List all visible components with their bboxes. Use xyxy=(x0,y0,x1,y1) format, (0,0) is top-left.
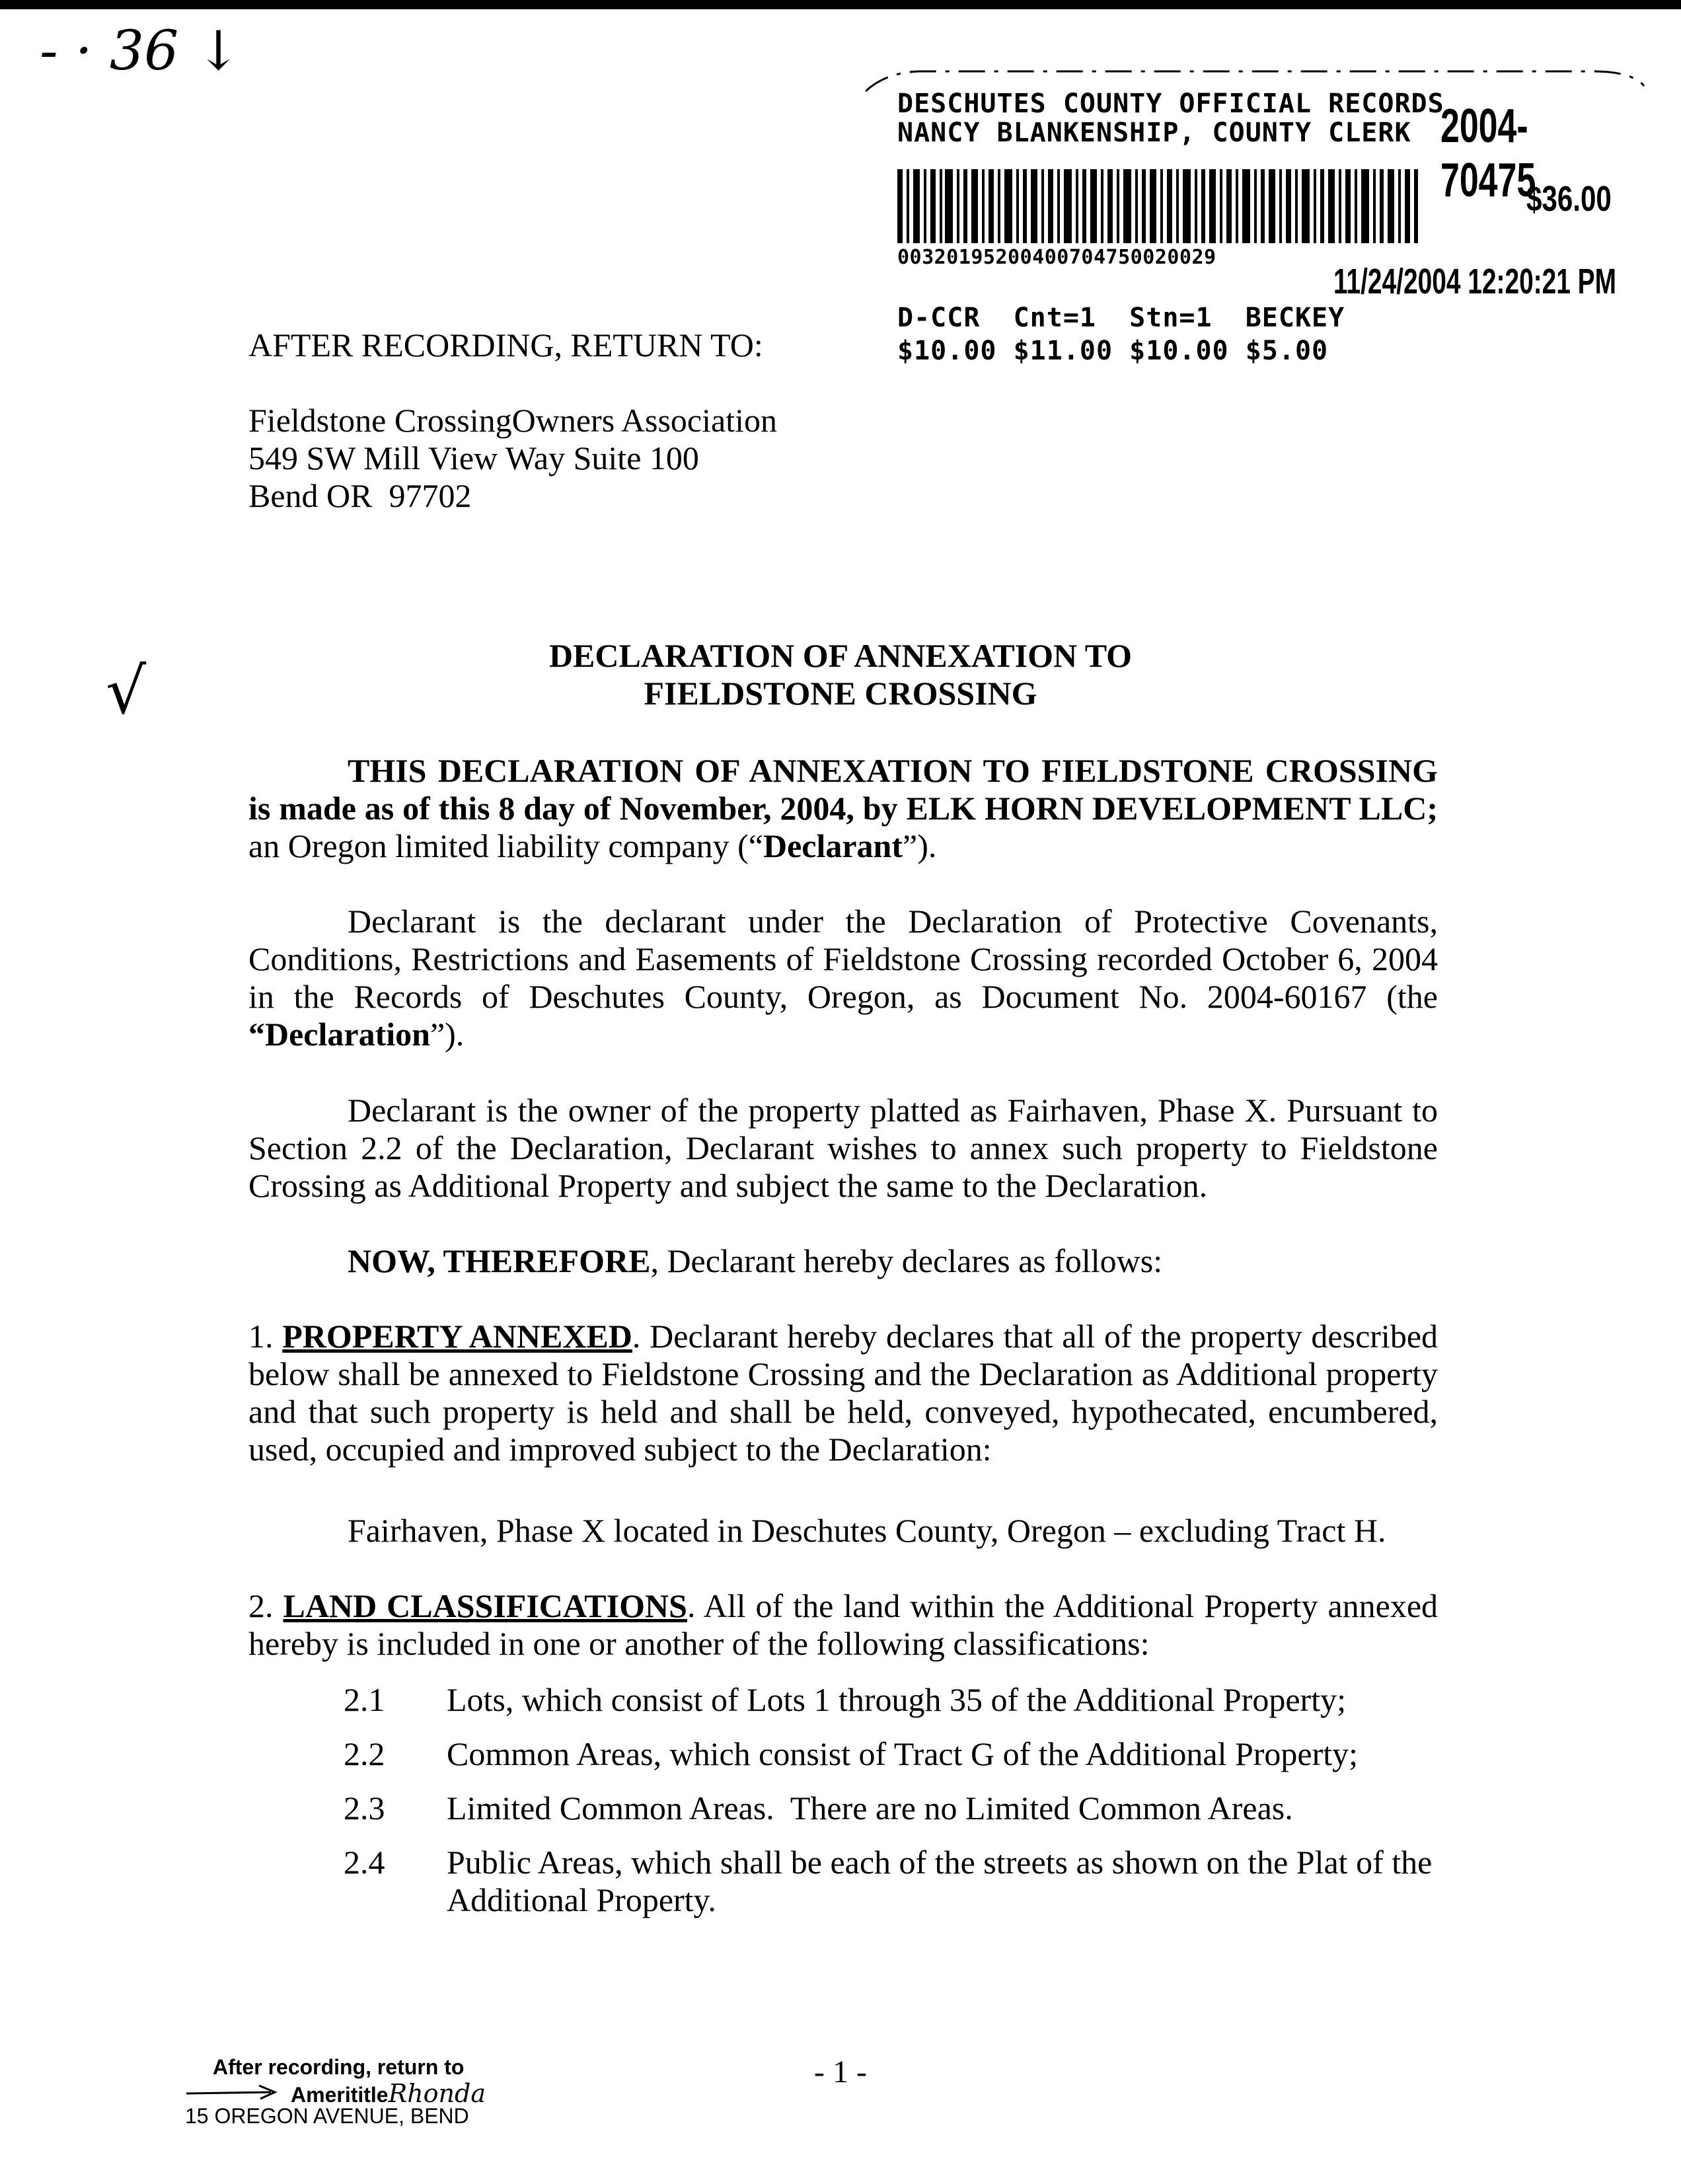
declaration-paragraph xyxy=(248,903,1438,1053)
recorder-office: DESCHUTES COUNTY OFFICIAL RECORDS xyxy=(897,89,1444,119)
section-2-text: . All of the land within the Additional Property annexed hereby is included in one or another of the following classifications: xyxy=(248,1587,1438,1662)
intro-rest: an Oregon limited liability company (“ xyxy=(248,827,763,864)
owner-paragraph: Declarant is the owner of the property platted as Fairhaven, Phase X. Pursuant to Section 2.2 of the Declaration, Declarant wishes to annex such property to Fieldstone Crossing as Additional Property and subject the same to the Declaration. xyxy=(248,1092,1438,1204)
list-item-text: Common Areas, which consist of Tract G of the Additional Property; xyxy=(447,1735,1359,1772)
return-to-label: AFTER RECORDING, RETURN TO: xyxy=(248,326,763,363)
list-item-number: 2.4 xyxy=(344,1844,385,1881)
section-1-heading: PROPERTY ANNEXED xyxy=(282,1318,632,1355)
list-item-text: Limited Common Areas. There are no Limited Common Areas. xyxy=(447,1789,1293,1826)
document-title-line1: DECLARATION OF ANNEXATION TO xyxy=(548,637,1133,674)
recording-datetime: 11/24/2004 12:20:21 PM xyxy=(1333,262,1617,301)
barcode xyxy=(897,169,1418,243)
scan-top-edge xyxy=(0,0,1681,9)
handwritten-note: - · 36 ↓ xyxy=(40,20,242,83)
now-therefore-paragraph xyxy=(248,1242,1438,1280)
list-item-number: 2.3 xyxy=(344,1789,385,1826)
now-therefore-rest: , Declarant hereby declares as follows: xyxy=(650,1242,1163,1279)
list-item-number: 2.1 xyxy=(344,1681,385,1718)
section-2-number: 2. xyxy=(248,1587,283,1624)
footer-return-label: After recording, return to xyxy=(213,2055,465,2079)
intro-end: ”). xyxy=(903,827,937,864)
footer-company-name: Amerititle xyxy=(291,2083,389,2107)
return-address-line3: Bend OR 97702 xyxy=(248,477,472,514)
section-1-paragraph xyxy=(248,1318,1438,1468)
return-address xyxy=(248,402,777,515)
intro-lead: THIS DECLARATION OF ANNEXATION TO FIELDSTONE CROSSING is made as of this 8 day of November, 2004, by ELK HORN DEVELOPMENT LLC; xyxy=(248,752,1438,827)
intro-term: Declarant xyxy=(763,827,903,864)
return-address-line2: 549 SW Mill View Way Suite 100 xyxy=(248,439,699,476)
section-2-paragraph xyxy=(248,1587,1438,1663)
footer-address: 15 OREGON AVENUE, BEND xyxy=(185,2104,469,2128)
page-number: - 1 - xyxy=(814,2054,867,2090)
county-clerk: NANCY BLANKENSHIP, COUNTY CLERK xyxy=(897,118,1411,148)
section-2-heading: LAND CLASSIFICATIONS xyxy=(283,1587,687,1624)
para1-term: “Declaration xyxy=(248,1016,430,1053)
total-fee: $36.00 xyxy=(1526,179,1612,219)
barcode-number: 00320195200400704750020029 xyxy=(897,246,1216,269)
list-item-text: Lots, which consist of Lots 1 through 35 of the Additional Property; xyxy=(447,1681,1346,1718)
intro-paragraph xyxy=(248,752,1438,865)
para1-end: ”). xyxy=(430,1016,465,1053)
now-therefore-bold: NOW, THEREFORE xyxy=(348,1242,651,1279)
section-1-number: 1. xyxy=(248,1318,283,1355)
list-item-text: Public Areas, which shall be each of the streets as shown on the Plat of the Additional Property. xyxy=(447,1844,1433,1918)
list-item-number: 2.2 xyxy=(344,1735,385,1772)
section-1-text: . Declarant hereby declares that all of the property described below shall be annexed to Fieldstone Crossing and the Declaration as Additional property and that such property is held and shall be held, conveyed, hypothecated, encumbered, used, occupied and improved subject to the Declaration: xyxy=(248,1318,1438,1468)
handwritten-check-mark: √ xyxy=(106,654,147,728)
handwritten-signature: Rhonda xyxy=(388,2079,486,2108)
document-title-line2: FIELDSTONE CROSSING xyxy=(644,675,1037,712)
return-address-line1: Fieldstone CrossingOwners Association xyxy=(248,402,777,439)
recording-codes: D-CCR Cnt=1 Stn=1 BECKEY xyxy=(897,303,1345,333)
recording-fees: $10.00 $11.00 $10.00 $5.00 xyxy=(897,336,1329,366)
para1-text: Declarant is the declarant under the Declaration of Protective Covenants, Conditions, Restrictions and Easements of Fieldstone Crossing recorded October 6, 2004 in the Records of Deschutes County, Oregon, as Document No. 2004-60167 (the xyxy=(248,903,1438,1015)
document-number: 2004-70475 xyxy=(1440,100,1536,207)
annexed-property: Fairhaven, Phase X located in Deschutes County, Oregon – excluding Tract H. xyxy=(348,1512,1386,1549)
